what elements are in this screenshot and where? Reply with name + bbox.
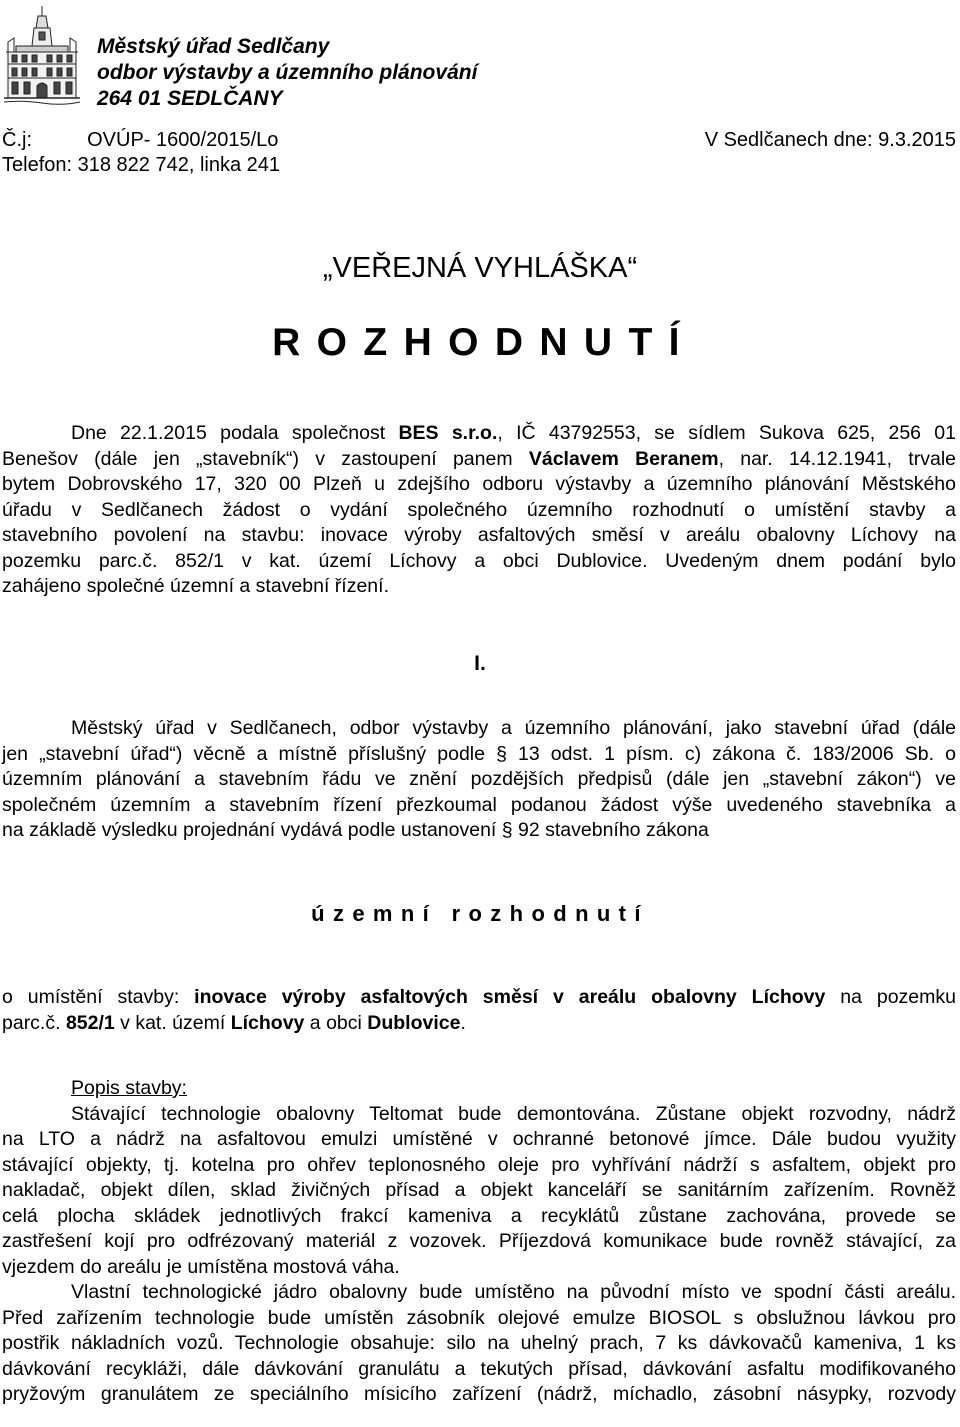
authority-line: Městský úřad v Sedlčanech, odbor výstavby a územního plánování, jako stavební úřad (dále bbox=[71, 717, 956, 739]
decision-heading: ROZHODNUTÍ bbox=[272, 321, 696, 364]
description-line: postřik nákladních vozů. Technologie obsahuje: silo na uhelný prach, 7 ks dávkovačů kameniva, 1 ks bbox=[2, 1332, 956, 1354]
description-line: celá plocha skládek jednotlivých frakcí kameniva a recyklátů zůstane zachována, provede se bbox=[2, 1204, 956, 1227]
authority-line: územním plánování a stavebním řádu ve znění pozdějších předpisů (dále jen „stavební zákon“) ve bbox=[2, 768, 956, 790]
reference-label: Č.j: bbox=[2, 129, 32, 151]
authority-line: společném územním a stavebním řízení přezkoumal podanou žádost výše uvedeného stavebníka a bbox=[2, 793, 956, 816]
authority-line: na základě výsledku projednání vydává podle ustanovení § 92 stavebního zákona bbox=[2, 819, 709, 841]
description-line: Stávající technologie obalovny Teltomat bude demontována. Zůstane objekt rozvodny, nádrž bbox=[71, 1102, 956, 1125]
office-address-block bbox=[97, 34, 477, 112]
description-line: nakladač, objekt dílen, sklad živičných přísad a objekt kanceláří se sanitárním zařízením. Rovněž bbox=[2, 1179, 956, 1201]
description-line: dávkování recykláži, dále dávkování granulátu a tekutých přísad, dávkování asfaltu modifikovaného bbox=[2, 1357, 956, 1380]
authority-paragraph bbox=[2, 716, 956, 844]
intro-line: Benešov (dále jen „stavebník“) v zastoupení panem Václavem Beranem, nar. 14.12.1941, trvale bbox=[2, 447, 956, 470]
intro-line: Dne 22.1.2015 podala společnost BES s.r.o., IČ 43792553, se sídlem Sukova 625, 256 01 bbox=[71, 422, 956, 444]
description-heading: Popis stavby: bbox=[71, 1077, 187, 1099]
intro-line: pozemku parc.č. 852/1 v kat. území Líchovy a obci Dublovice. Uvedeným dnem podání bylo bbox=[2, 549, 956, 572]
description-line: Před zařízením technologie bude umístěn zásobník olejové emulze BIOSOL s obslužnou lávkou pro bbox=[2, 1306, 956, 1329]
office-department: odbor výstavby a územního plánování bbox=[97, 61, 478, 84]
reference-line bbox=[2, 128, 956, 153]
description-section bbox=[2, 1076, 956, 1408]
intro-line: stavebního povolení na stavbu: inovace výroby asfaltových směsí v areálu obalovny Líchovy na bbox=[2, 524, 956, 546]
office-postal-address: 264 01 SEDLČANY bbox=[97, 87, 283, 110]
description-line: zastřešení kojí pro odfrézovaný materiál z vozovek. Příjezdová komunikace bude rovněž stávající, za bbox=[2, 1230, 956, 1252]
description-line: vjezdem do areálu je umístěna mostová váha. bbox=[2, 1255, 400, 1278]
office-name: Městský úřad Sedlčany bbox=[97, 35, 330, 58]
placement-line: parc.č. 852/1 v kat. území Líchovy a obci Dublovice. bbox=[2, 1011, 466, 1034]
placement-line: o umístění stavby: inovace výroby asfaltových směsí v areálu obalovny Líchovy na pozemku bbox=[2, 986, 956, 1008]
reference-value: OVÚP- 1600/2015/Lo bbox=[87, 129, 279, 151]
intro-line: zahájeno společné územní a stavební řízení. bbox=[2, 575, 389, 597]
placement-paragraph bbox=[2, 985, 956, 1036]
authority-line: jen „stavební úřad“) věcně a místně příslušný podle § 13 odst. 1 písm. c) zákona č. 183/2006 Sb. o bbox=[2, 742, 956, 765]
public-notice-heading: „VEŘEJNÁ VYHLÁŠKA“ bbox=[322, 252, 638, 284]
reference-number bbox=[2, 128, 278, 153]
place-and-date: V Sedlčanech dne: 9.3.2015 bbox=[704, 129, 956, 151]
description-line: Vlastní technologické jádro obalovny bude umístěno na původní místo ve spodní části areálu. bbox=[71, 1281, 956, 1303]
territorial-decision-heading: územní rozhodnutí bbox=[311, 901, 649, 926]
description-line: stávající objekty, tj. kotelna pro ohřev teplonosného oleje pro vyhřívání nádrží s asfaltem, objekt pro bbox=[2, 1153, 956, 1176]
intro-line: úřadu v Sedlčanech žádost o vydání společného územního rozhodnutí o umístění stavby a bbox=[2, 498, 956, 521]
phone-line: Telefon: 318 822 742, linka 241 bbox=[2, 154, 280, 176]
town-hall-logo bbox=[2, 2, 82, 108]
description-line: na LTO a nádrž na asfaltovou emulzi umístěné v ochranné betonové jímce. Dále budou využity bbox=[2, 1128, 956, 1150]
section-number: I. bbox=[474, 652, 486, 675]
description-line: pryžovým granulátem ze speciálního mísicího zařízení (nádrž, míchadlo, zásobní násypky, rozvody bbox=[2, 1383, 956, 1405]
intro-line: bytem Dobrovského 17, 320 00 Plzeň u zdejšího odboru výstavby a územního plánování Městského bbox=[2, 473, 956, 495]
intro-paragraph bbox=[2, 421, 956, 600]
